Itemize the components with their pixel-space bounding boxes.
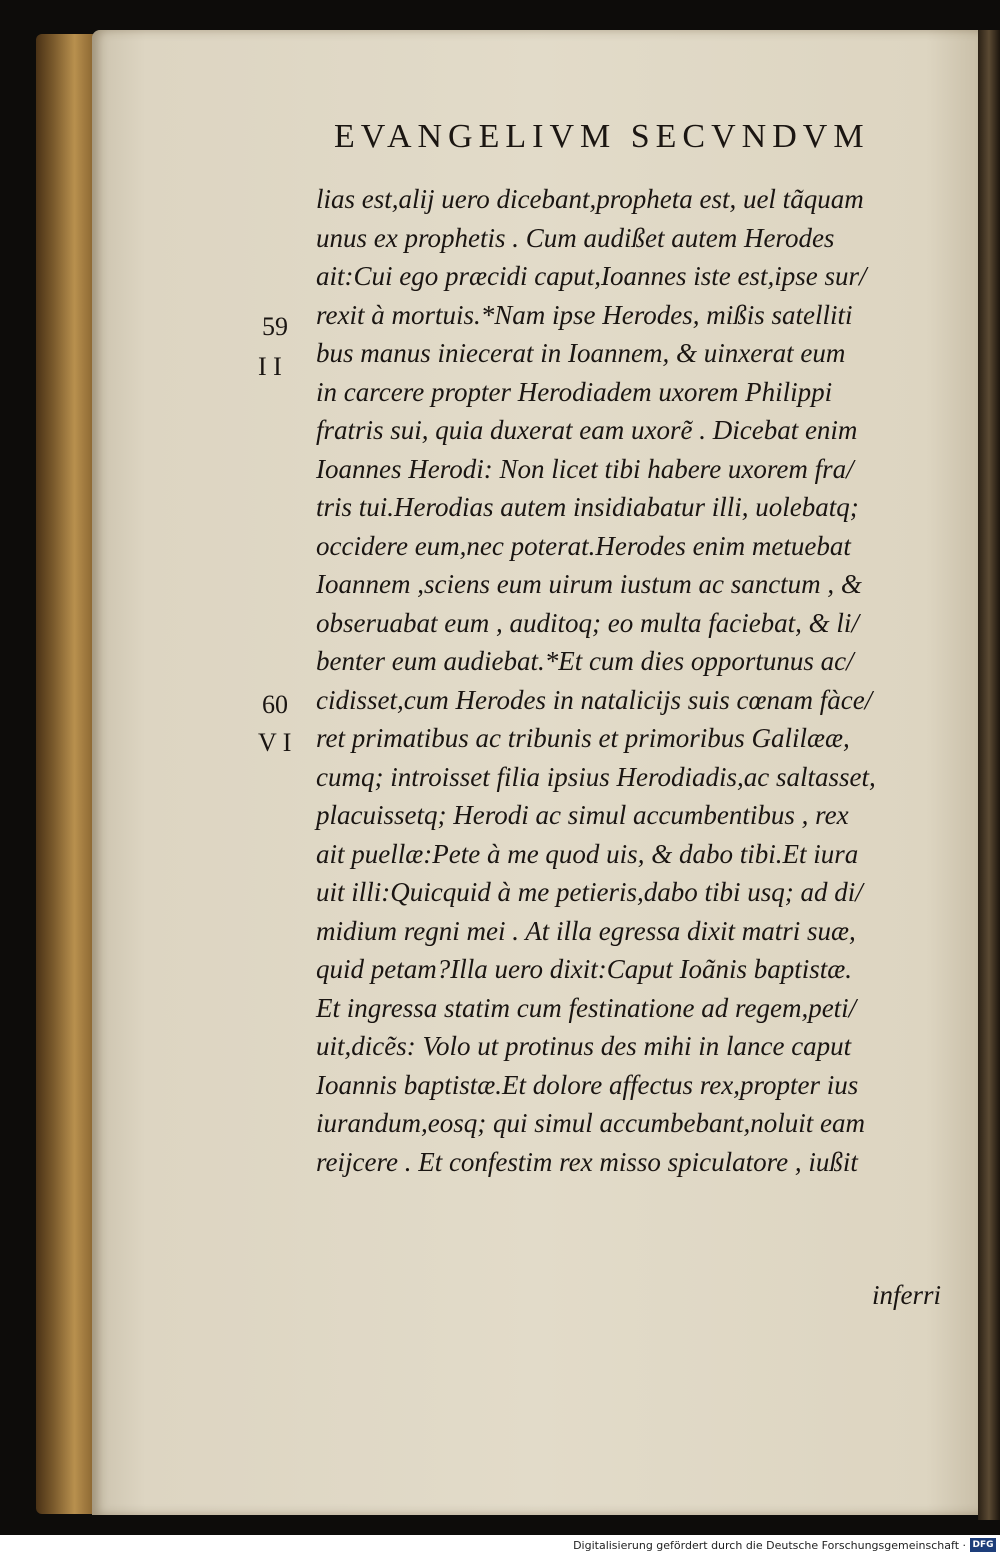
running-head: EVANGELIVM SECVNDVM (334, 118, 870, 155)
right-shadow-edge (978, 30, 1000, 1520)
text-line: cidisset,cum Herodes in natalicijs suis cœnam fàce/ (316, 684, 873, 715)
text-line: bus manus iniecerat in Ioannem, & uinxerat eum (316, 338, 846, 368)
text-line: tris tui.Herodias autem insidiabatur illi, uolebatq; (316, 492, 859, 522)
funding-credit: Digitalisierung gefördert durch die Deutsche Forschungsgemeinschaft · (573, 1539, 966, 1552)
text-line: Et ingressa statim cum festinatione ad regem,peti/ (316, 992, 857, 1023)
text-line: ait:Cui ego præcidi caput,Ioannes iste est,ipse sur/ (316, 261, 867, 291)
text-line: ait puellæ:Pete à me quod uis, & dabo tibi.Et iura (316, 838, 859, 869)
text-line: uit,dicẽs: Volo ut protinus des mihi in lance caput (316, 1031, 852, 1061)
margin-section-marker: V I (258, 728, 292, 757)
text-line: Ioannis baptistæ.Et dolore affectus rex,propter ius (316, 1069, 859, 1100)
body-text (316, 180, 956, 1181)
text-line: midium regni mei . At illa egressa dixit matri suæ, (316, 915, 856, 946)
margin-verse-number: 59 (262, 312, 288, 341)
text-line: lias est,alij uero dicebant,propheta est, uel tãquam (316, 184, 864, 214)
text-line: rexit à mortuis.*Nam ipse Herodes, mißis satelliti (316, 299, 853, 330)
text-line: placuissetq; Herodi ac simul accumbentibus , rex (316, 800, 849, 830)
text-line: Ioannes Herodi: Non licet tibi habere uxorem fra/ (316, 453, 854, 484)
text-line: quid petam?Illa uero dixit:Caput Ioãnis baptistæ. (316, 954, 852, 984)
text-line: ret primatibus ac tribunis et primoribus Galilææ, (316, 723, 850, 753)
text-line: uit illi:Quicquid à me petieris,dabo tibi usq; ad di/ (316, 877, 863, 907)
text-line: unus ex prophetis . Cum audißet autem Herodes (316, 222, 835, 253)
dfg-logo-icon: DFG (970, 1538, 996, 1552)
text-line: in carcere propter Herodiadem uxorem Philippi (316, 376, 833, 407)
text-line: benter eum audiebat.*Et cum dies opportunus ac/ (316, 646, 854, 676)
text-line: fratris sui, quia duxerat eam uxorẽ . Dicebat enim (316, 415, 858, 445)
text-line: iurandum,eosq; qui simul accumbebant,noluit eam (316, 1108, 865, 1138)
text-line: occidere eum,nec poterat.Herodes enim metuebat (316, 530, 851, 561)
text-line: cumq; introisset filia ipsius Herodiadis,ac saltasset, (316, 761, 876, 792)
margin-section-marker: I I (258, 352, 282, 381)
margin-verse-number: 60 (262, 690, 288, 719)
text-line: obseruabat eum , auditoq; eo multa faciebat, & li/ (316, 607, 859, 638)
catchword: inferri (872, 1280, 942, 1310)
text-line: reijcere . Et confestim rex misso spiculatore , iußit (316, 1146, 858, 1177)
text-line: Ioannem ,sciens eum uirum iustum ac sanctum , & (316, 569, 862, 599)
